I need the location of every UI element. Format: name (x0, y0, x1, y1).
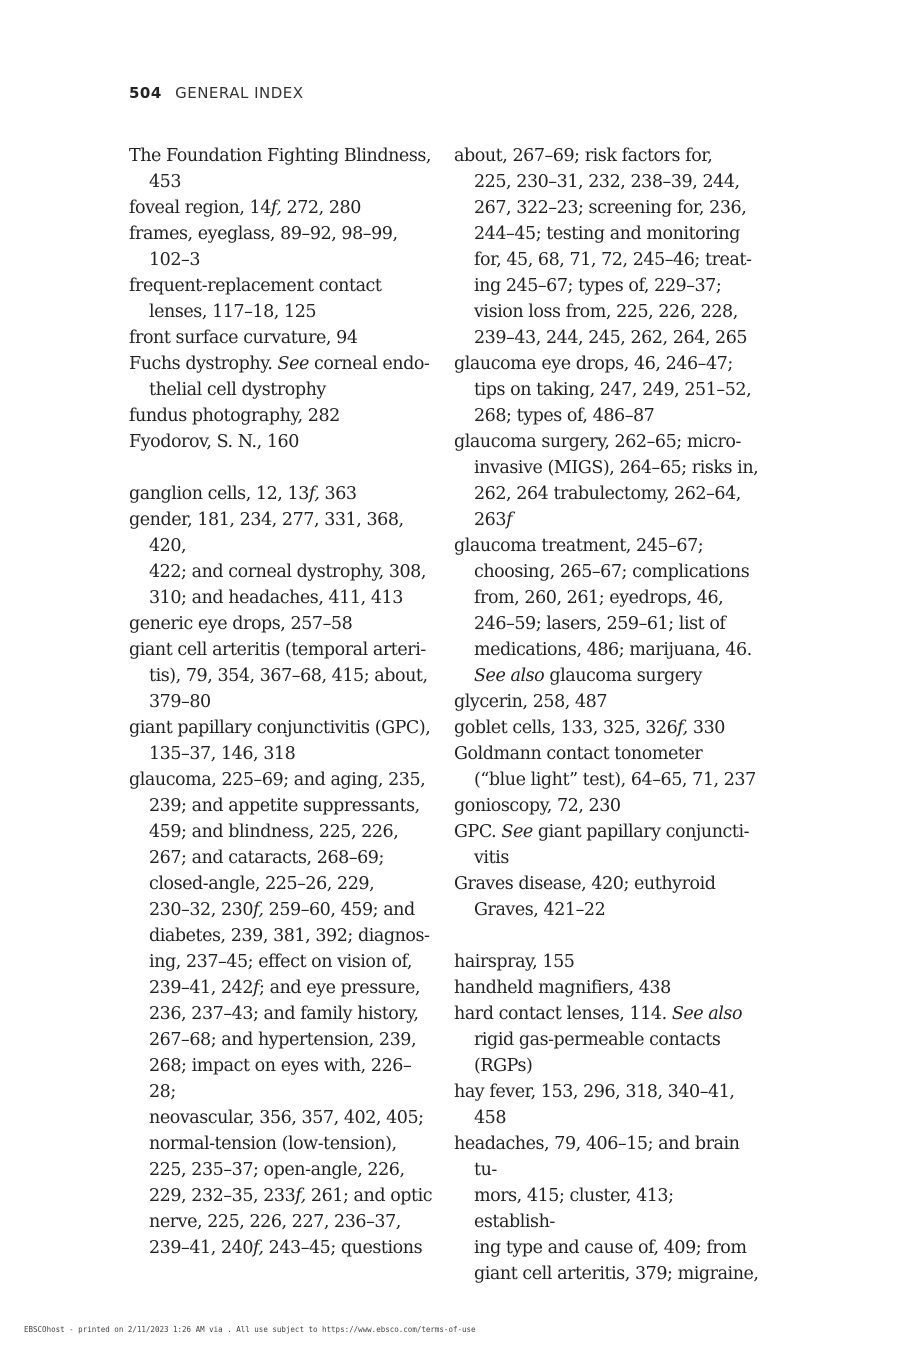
italic-text: See (501, 822, 533, 842)
index-entry (129, 637, 434, 715)
entry-text: headaches, 79, 406–15; and brain tu- mors, 415; cluster, 413; establish- ing type and cause of, 409; from giant cell arteritis, 379; migraine, (454, 1134, 759, 1284)
entry-text: front surface curvature, 94 (129, 328, 358, 348)
index-entry (129, 143, 434, 195)
italic-text: f, (308, 484, 320, 504)
index-entry-continuation (454, 143, 759, 351)
entry-text: giant cell arteritis (temporal arteri- tis), 79, 354, 367–68, 415; about, 379–80 (129, 640, 428, 712)
italic-text: f, (677, 718, 688, 738)
italic-text: See also (671, 1004, 743, 1024)
index-entry (454, 819, 759, 871)
italic-text: f, (253, 1238, 264, 1258)
index-entry (129, 481, 434, 507)
entry-text: glaucoma eye drops, 46, 246–47; tips on taking, 247, 249, 251–52, 268; types of, 486–87 (454, 354, 752, 426)
page-title: GENERAL INDEX (175, 84, 304, 102)
entry-text: hay fever, 153, 296, 318, 340–41, 458 (454, 1082, 735, 1128)
entry-text: GPC. (454, 822, 502, 842)
entry-text: rigid gas-permeable contacts (RGPs) (474, 1030, 721, 1076)
index-entry (454, 1001, 759, 1079)
index-entry (129, 403, 434, 429)
entry-text: 259–60, 459; and diabetes, 239, 381, 392; diagnos- ing, 237–45; effect on vision of, 239–41, 242 (149, 900, 430, 998)
section-gap (454, 923, 759, 949)
entry-text: glaucoma treatment, 245–67; choosing, 265–67; complications from, 260, 261; eyedrops, 46, 246–59; lasers, 259–61; list of medications, 486; marijuana, 46. (454, 536, 752, 660)
index-entry (129, 351, 434, 403)
index-entry (129, 767, 434, 1261)
entry-text: hard contact lenses, 114. (454, 1004, 672, 1024)
index-entry (454, 975, 759, 1001)
entry-text: fundus photography, 282 (129, 406, 340, 426)
entry-text: 272, 280 (281, 198, 361, 218)
index-entry (454, 1079, 759, 1131)
italic-text: f, (270, 198, 282, 218)
entry-text: Fuchs dystrophy. (129, 354, 278, 374)
italic-text: f (253, 978, 260, 998)
entry-text: about, 267–69; risk factors for, 225, 230–31, 232, 238–39, 244, 267, 322–23; screening for, 236, 244–45; testing and monitoring for, 45, 68, 71, 72, 245–46; treat- ing 245–67; types of, 229–37; vision loss from, 225, 226, 228, 239–43, 244, 245, 262, 264, 265 (454, 146, 752, 348)
entry-text: Graves disease, 420; euthyroid Graves, 421–22 (454, 874, 716, 920)
entry-text: Goldmann contact tonometer (“blue light” test), 64–65, 71, 237 (454, 744, 756, 790)
entry-text: goblet cells, 133, 325, 326 (454, 718, 678, 738)
index-entry (129, 611, 434, 637)
index-entry (454, 689, 759, 715)
italic-text: f, (295, 1186, 306, 1206)
running-header (129, 84, 304, 102)
entry-text: glaucoma, 225–69; and aging, 235, 239; and appetite suppressants, 459; and blindness, 225, 226, 267; and cataracts, 268–69; closed-angle, 225–26, 229, 230–32, 230 (129, 770, 426, 920)
index-entry (454, 949, 759, 975)
entry-text: frames, eyeglass, 89–92, 98–99, 102–3 (129, 224, 398, 270)
index-entry (129, 221, 434, 273)
index-entry (129, 429, 434, 455)
entry-text: hairspray, 155 (454, 952, 575, 972)
section-gap (129, 455, 434, 481)
index-entry (129, 325, 434, 351)
index-entry (129, 273, 434, 325)
italic-text: See (277, 354, 309, 374)
entry-text: glycerin, 258, 487 (454, 692, 608, 712)
entry-text: 261; and optic nerve, 225, 226, 227, 236–37, 239–41, 240 (149, 1186, 433, 1258)
entry-text: ganglion cells, 12, 13 (129, 484, 309, 504)
index-column-left (129, 143, 434, 1261)
index-entry (454, 715, 759, 741)
entry-text: corneal endo- thelial cell dystrophy (149, 354, 430, 400)
entry-text: gender, 181, 234, 277, 331, 368, 420, 422; and corneal dystrophy, 308, 310; and headaches, 411, 413 (129, 510, 426, 608)
entry-text: giant papillary conjunctivitis (GPC), 135–37, 146, 318 (129, 718, 431, 764)
entry-text: 243–45; questions (263, 1238, 423, 1258)
entry-text: The Foundation Fighting Blindness, 453 (129, 146, 432, 192)
italic-text: f (506, 510, 513, 530)
italic-text: See also (474, 666, 545, 686)
page-number: 504 (129, 84, 162, 102)
index-entry (129, 507, 434, 611)
entry-text: foveal region, 14 (129, 198, 271, 218)
entry-text: glaucoma surgery, 262–65; micro- invasive (MIGS), 264–65; risks in, 262, 264 trabulectomy, 262–64, 263 (454, 432, 759, 530)
index-entry (454, 1131, 759, 1287)
footer-notice: EBSCOhost - printed on 2/11/2023 1:26 AM via . All use subject to https://www.ebsco.com/terms-of-use (24, 1325, 476, 1334)
index-column-right (454, 143, 759, 1287)
entry-text: giant papillary conjuncti- vitis (474, 822, 750, 868)
entry-text: handheld magnifiers, 438 (454, 978, 671, 998)
index-entry (454, 429, 759, 533)
entry-text: gonioscopy, 72, 230 (454, 796, 621, 816)
index-entry (454, 351, 759, 429)
index-entry (129, 195, 434, 221)
index-entry (454, 741, 759, 793)
italic-text: f, (253, 900, 264, 920)
index-entry (454, 533, 759, 689)
entry-text: 363 (319, 484, 357, 504)
index-entry (454, 793, 759, 819)
entry-text: ; and eye pressure, 236, 237–43; and family history, 267–68; and hypertension, 239, 268; impact on eyes with, 226–28; neovascular, 356, 357, 402, 405; normal-tension (low-tension), 225, 235–37; open-angle, 226, 229, 232–35, 233 (149, 978, 424, 1206)
entry-text: Fyodorov, S. N., 160 (129, 432, 299, 452)
entry-text: frequent-replacement contact lenses, 117–18, 125 (129, 276, 382, 322)
entry-text: glaucoma surgery (544, 666, 702, 686)
entry-text: generic eye drops, 257–58 (129, 614, 353, 634)
entry-text: 330 (687, 718, 725, 738)
index-entry (129, 715, 434, 767)
index-entry (454, 871, 759, 923)
